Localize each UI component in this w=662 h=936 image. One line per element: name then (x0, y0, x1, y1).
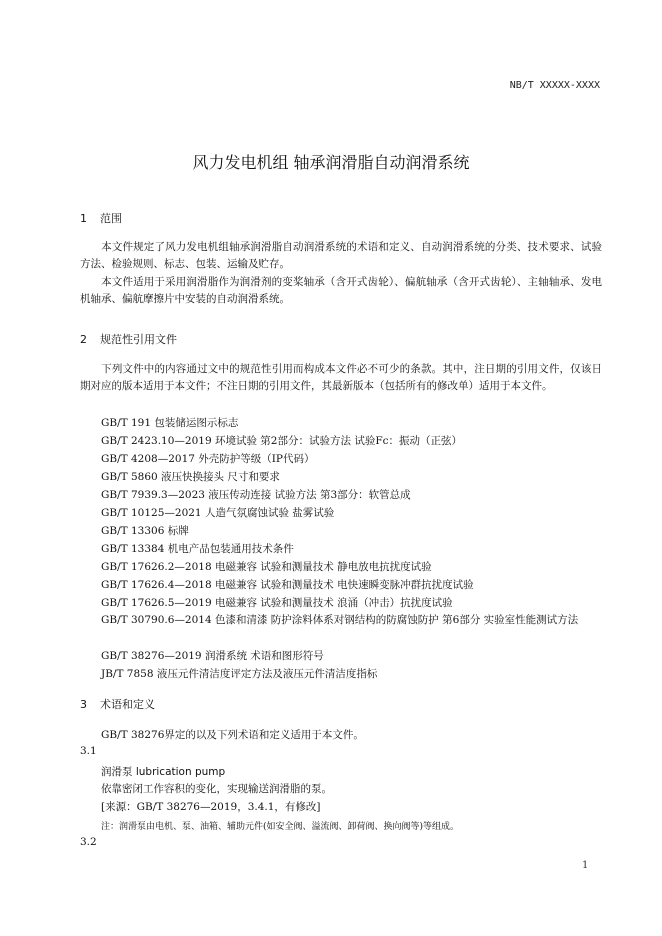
reference-item: GB/T 10125—2021 人造气氛腐蚀试验 盐雾试验 (101, 507, 335, 519)
term-note: 注：润滑泵由电机、泵、油箱、辅助元件(如安全阀、溢流阀、卸荷阀、换向阀等)等组成。 (101, 822, 460, 832)
reference-item: GB/T 5860 液压快换接头 尺寸和要求 (101, 471, 280, 483)
section-title: 术语和定义 (100, 698, 155, 711)
term-name: 润滑泵 lubrication pump (101, 766, 226, 778)
section-title: 范围 (100, 212, 122, 225)
section-number: 1 (80, 212, 87, 225)
term-number: 3.1 (80, 745, 97, 757)
paragraph (80, 239, 602, 272)
section-title: 规范性引用文件 (100, 333, 177, 346)
paragraph (80, 274, 602, 307)
reference-item: GB/T 4208—2017 外壳防护等级（IP代码） (101, 453, 315, 465)
paragraph: GB/T 38276界定的以及下列术语和定义适用于本文件。 (101, 729, 364, 741)
reference-item (80, 612, 602, 629)
section-3-heading (80, 696, 155, 712)
document-title: 风力发电机组 轴承润滑脂自动润滑系统 (192, 153, 470, 172)
reference-item: GB/T 38276—2019 润滑系统 术语和图形符号 (101, 650, 324, 662)
reference-item: GB/T 17626.2—2018 电磁兼容 试验和测量技术 静电放电抗扰度试验 (101, 561, 432, 573)
reference-item: GB/T 13306 标牌 (101, 525, 189, 537)
paragraph-text: 本文件规定了风力发电机组轴承润滑脂自动润滑系统的术语和定义、自动润滑系统的分类、技术要求、试验方法、检验规则、标志、包装、运输及贮存。 (80, 241, 602, 270)
section-1-heading (80, 210, 122, 226)
paragraph-text: 本文件适用于采用润滑脂作为润滑剂的变桨轴承（含开式齿轮）、偏航轴承（含开式齿轮）、主轴轴承、发电机轴承、偏航摩擦片中安装的自动润滑系统。 (80, 276, 602, 305)
paragraph-text: 下列文件中的内容通过文中的规范性引用而构成本文件必不可少的条款。其中，注日期的引用文件，仅该日期对应的版本适用于本文件；不注日期的引用文件，其最新版本（包括所有的修改单）适用于本文件。 (80, 363, 602, 392)
section-2-heading (80, 331, 177, 347)
document-code: NB/T XXXXX-XXXX (509, 80, 600, 91)
term-number: 3.2 (80, 836, 97, 848)
reference-item: GB/T 2423.10—2019 环境试验 第2部分：试验方法 试验Fc：振动（正弦） (101, 435, 462, 447)
reference-item: GB/T 7939.3—2023 液压传动连接 试验方法 第3部分：软管总成 (101, 489, 411, 501)
term-source: [来源：GB/T 38276—2019，3.4.1，有修改] (101, 801, 321, 813)
reference-text: GB/T 30790.6—2014 色漆和清漆 防护涂料体系对钢结构的防腐蚀防护 第6部分 实验室性能测试方法 (101, 614, 579, 626)
paragraph (80, 361, 602, 394)
section-number: 3 (80, 698, 87, 711)
reference-item: GB/T 13384 机电产品包装通用技术条件 (101, 543, 294, 555)
reference-item: GB/T 191 包装储运图示标志 (101, 417, 239, 429)
section-number: 2 (80, 333, 87, 346)
reference-item: GB/T 17626.4—2018 电磁兼容 试验和测量技术 电快速瞬变脉冲群抗扰度试验 (101, 579, 474, 591)
page-number: 1 (582, 860, 589, 871)
reference-item: GB/T 17626.5—2019 电磁兼容 试验和测量技术 浪涌（冲击）抗扰度试验 (101, 597, 453, 609)
reference-item: JB/T 7858 液压元件清洁度评定方法及液压元件清洁度指标 (101, 668, 378, 680)
term-definition: 依靠密闭工作容积的变化，实现输送润滑脂的泵。 (101, 783, 332, 795)
